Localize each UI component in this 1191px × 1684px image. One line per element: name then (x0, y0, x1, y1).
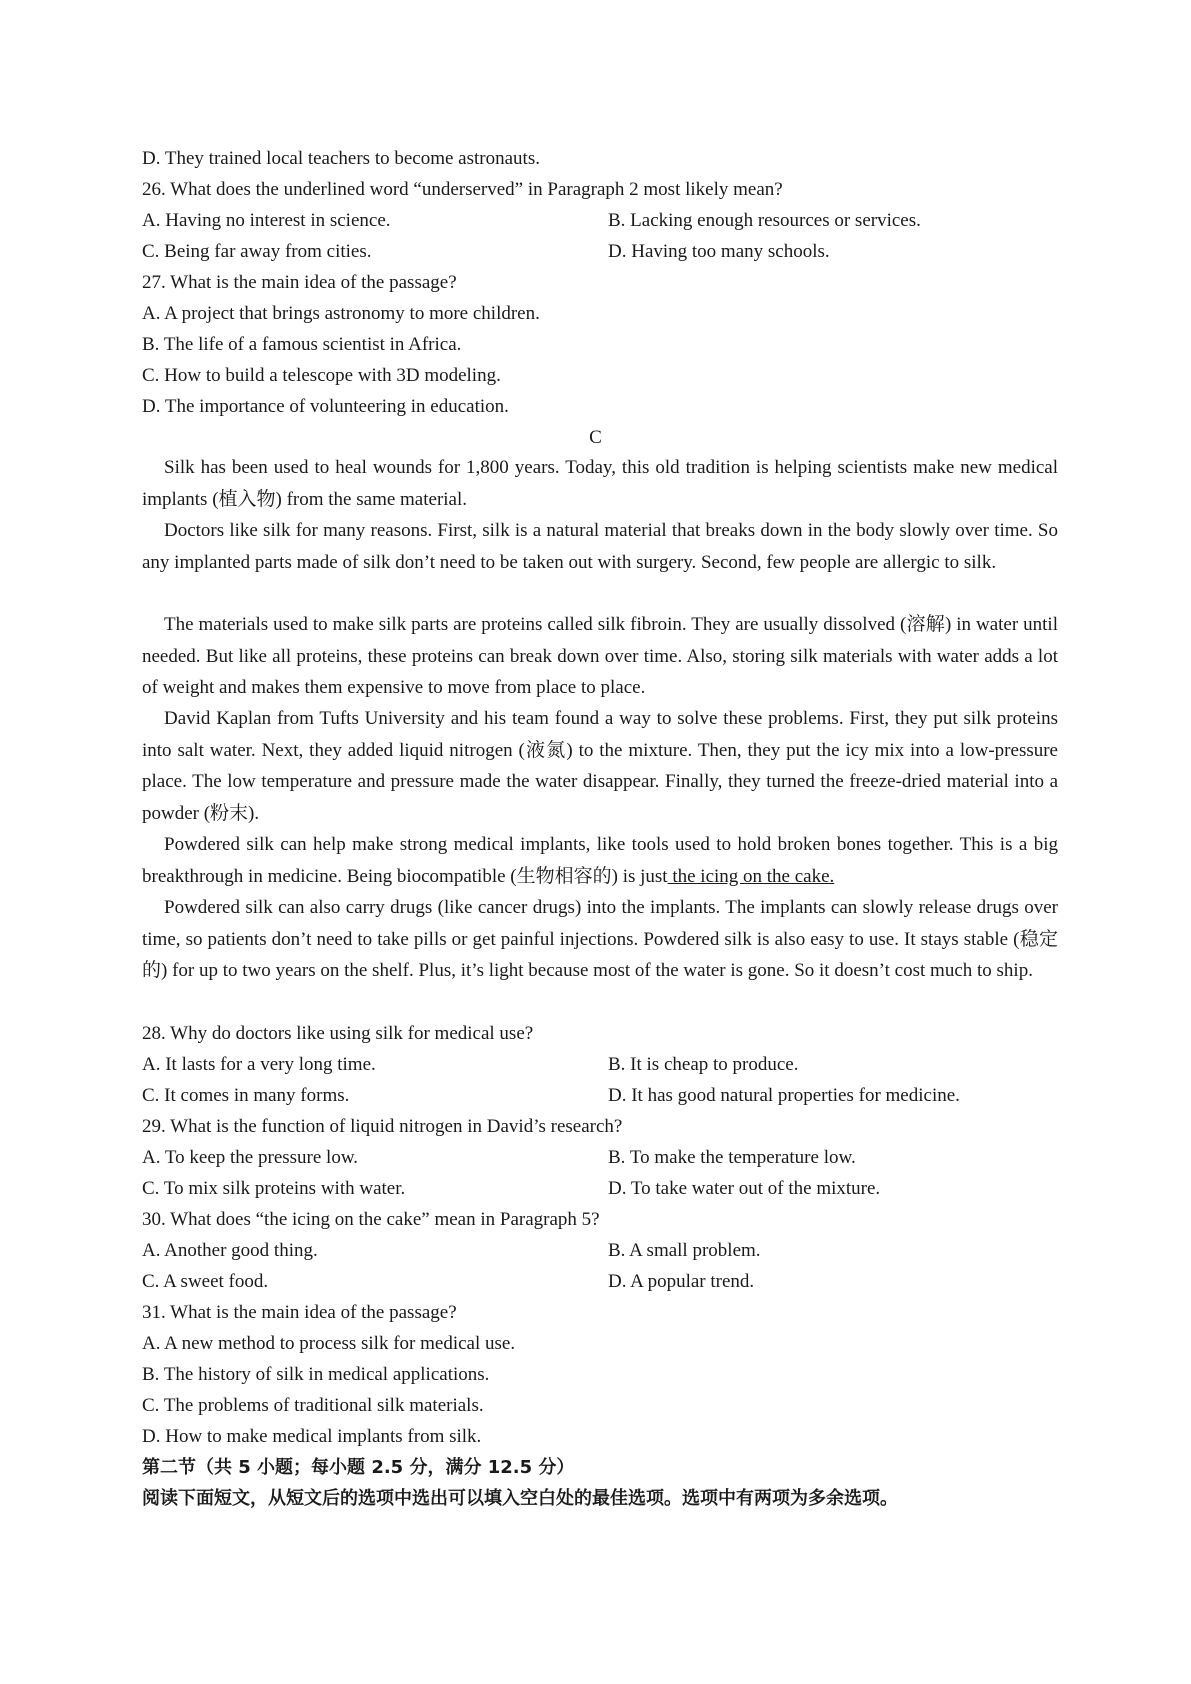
q31-option-d: D. How to make medical implants from silk. (142, 1426, 482, 1447)
q30-option-a: A. Another good thing. (142, 1240, 318, 1261)
q26-option-c: C. Being far away from cities. (142, 241, 372, 262)
section-2-heading: 第二节（共 5 小题；每小题 2.5 分，满分 12.5 分） (142, 1457, 575, 1478)
underlined-phrase: the icing on the cake. (667, 865, 835, 887)
q27-option-d: D. The importance of volunteering in education. (142, 396, 509, 417)
q28-stem: 28. Why do doctors like using silk for medical use? (142, 1023, 534, 1044)
q26-stem: 26. What does the underlined word “underserved” in Paragraph 2 most likely mean? (142, 179, 783, 200)
q29-option-b: B. To make the temperature low. (608, 1147, 856, 1168)
q28-option-b: B. It is cheap to produce. (608, 1054, 799, 1075)
q28-option-d: D. It has good natural properties for medicine. (608, 1085, 960, 1106)
passage-paragraph-4: David Kaplan from Tufts University and his team found a way to solve these problems. First, they put silk proteins into salt water. Next, they added liquid nitrogen (液氮) to the mixture. Then, they put the icy mix into a low-pressure place. The low temperature and pressure made the water disappear. Finally, they turned the freeze-dried material into a powder (粉末). (142, 708, 1058, 824)
q31-option-b: B. The history of silk in medical applications. (142, 1364, 490, 1385)
q29-option-d: D. To take water out of the mixture. (608, 1178, 881, 1199)
q27-stem: 27. What is the main idea of the passage? (142, 272, 457, 293)
q29-option-a: A. To keep the pressure low. (142, 1147, 359, 1168)
passage-paragraph-3: The materials used to make silk parts are proteins called silk fibroin. They are usually dissolved (溶解) in water until needed. But like all proteins, these proteins can break down over time. Also, storing silk materials with water adds a lot of weight and makes them expensive to move from place to place. (142, 614, 1058, 698)
passage-paragraph-2: Doctors like silk for many reasons. First, silk is a natural material that breaks down in the body slowly over time. So any implanted parts made of silk don’t need to be taken out with surgery. Second, few people are allergic to silk. (142, 520, 1058, 573)
q30-option-c: C. A sweet food. (142, 1271, 269, 1292)
q26-option-d: D. Having too many schools. (608, 241, 830, 262)
q29-option-c: C. To mix silk proteins with water. (142, 1178, 406, 1199)
q31-option-c: C. The problems of traditional silk materials. (142, 1395, 484, 1416)
paragraph-5-text: Powdered silk can help make strong medical implants, like tools used to hold broken bones together. This is a big breakthrough in medicine. Being biocompatible (生物相容的) is just (142, 834, 1058, 887)
q30-stem: 30. What does “the icing on the cake” mean in Paragraph 5? (142, 1209, 600, 1230)
q31-option-a: A. A new method to process silk for medical use. (142, 1333, 516, 1354)
passage-paragraph-5 (142, 829, 1058, 892)
q27-option-a: A. A project that brings astronomy to more children. (142, 303, 540, 324)
q29-stem: 29. What is the function of liquid nitrogen in David’s research? (142, 1116, 623, 1137)
q26-option-b: B. Lacking enough resources or services. (608, 210, 921, 231)
q28-option-c: C. It comes in many forms. (142, 1085, 350, 1106)
passage-heading: C (589, 427, 602, 448)
q25-option-d: D. They trained local teachers to become astronauts. (142, 148, 540, 169)
q26-option-a: A. Having no interest in science. (142, 210, 391, 231)
q27-option-c: C. How to build a telescope with 3D modeling. (142, 365, 501, 386)
q27-option-b: B. The life of a famous scientist in Africa. (142, 334, 462, 355)
passage-paragraph-1: Silk has been used to heal wounds for 1,800 years. Today, this old tradition is helping scientists make new medical implants (植入物) from the same material. (142, 457, 1058, 510)
q31-stem: 31. What is the main idea of the passage? (142, 1302, 457, 1323)
section-2-instruction: 阅读下面短文，从短文后的选项中选出可以填入空白处的最佳选项。选项中有两项为多余选项。 (142, 1488, 898, 1509)
q30-option-d: D. A popular trend. (608, 1271, 755, 1292)
q30-option-b: B. A small problem. (608, 1240, 761, 1261)
passage-paragraph-6: Powdered silk can also carry drugs (like cancer drugs) into the implants. The implants can slowly release drugs over time, so patients don’t need to take pills or get painful injections. Powdered silk is also easy to use. It stays stable (稳定的) for up to two years on the shelf. Plus, it’s light because most of the water is gone. So it doesn’t cost much to ship. (142, 897, 1058, 981)
q28-option-a: A. It lasts for a very long time. (142, 1054, 376, 1075)
